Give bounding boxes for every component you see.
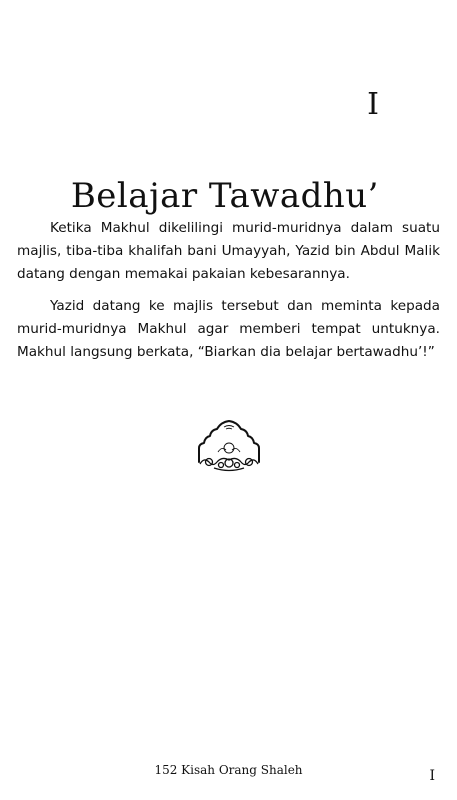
chapter-title: Belajar Tawadhu’ bbox=[70, 175, 379, 216]
footer-book-title: 152 Kisah Orang Shaleh bbox=[154, 763, 303, 777]
body-text bbox=[17, 217, 440, 373]
mosque-arch-ornament-icon bbox=[194, 418, 264, 472]
paragraph-2: Yazid datang ke majlis tersebut dan meminta kepada murid-muridnya Makhul agar memberi tempat untuknya. Makhul langsung berkata, “Biarkan dia belajar bertawadhu’!” bbox=[17, 298, 440, 360]
page-number: I bbox=[429, 768, 435, 784]
chapter-number: I bbox=[367, 87, 379, 122]
paragraph-1: Ketika Makhul dikelilingi murid-muridnya dalam suatu majlis, tiba-tiba khalifah bani Umayyah, Yazid bin Abdul Malik datang dengan memakai pakaian kebesarannya. bbox=[17, 220, 440, 282]
